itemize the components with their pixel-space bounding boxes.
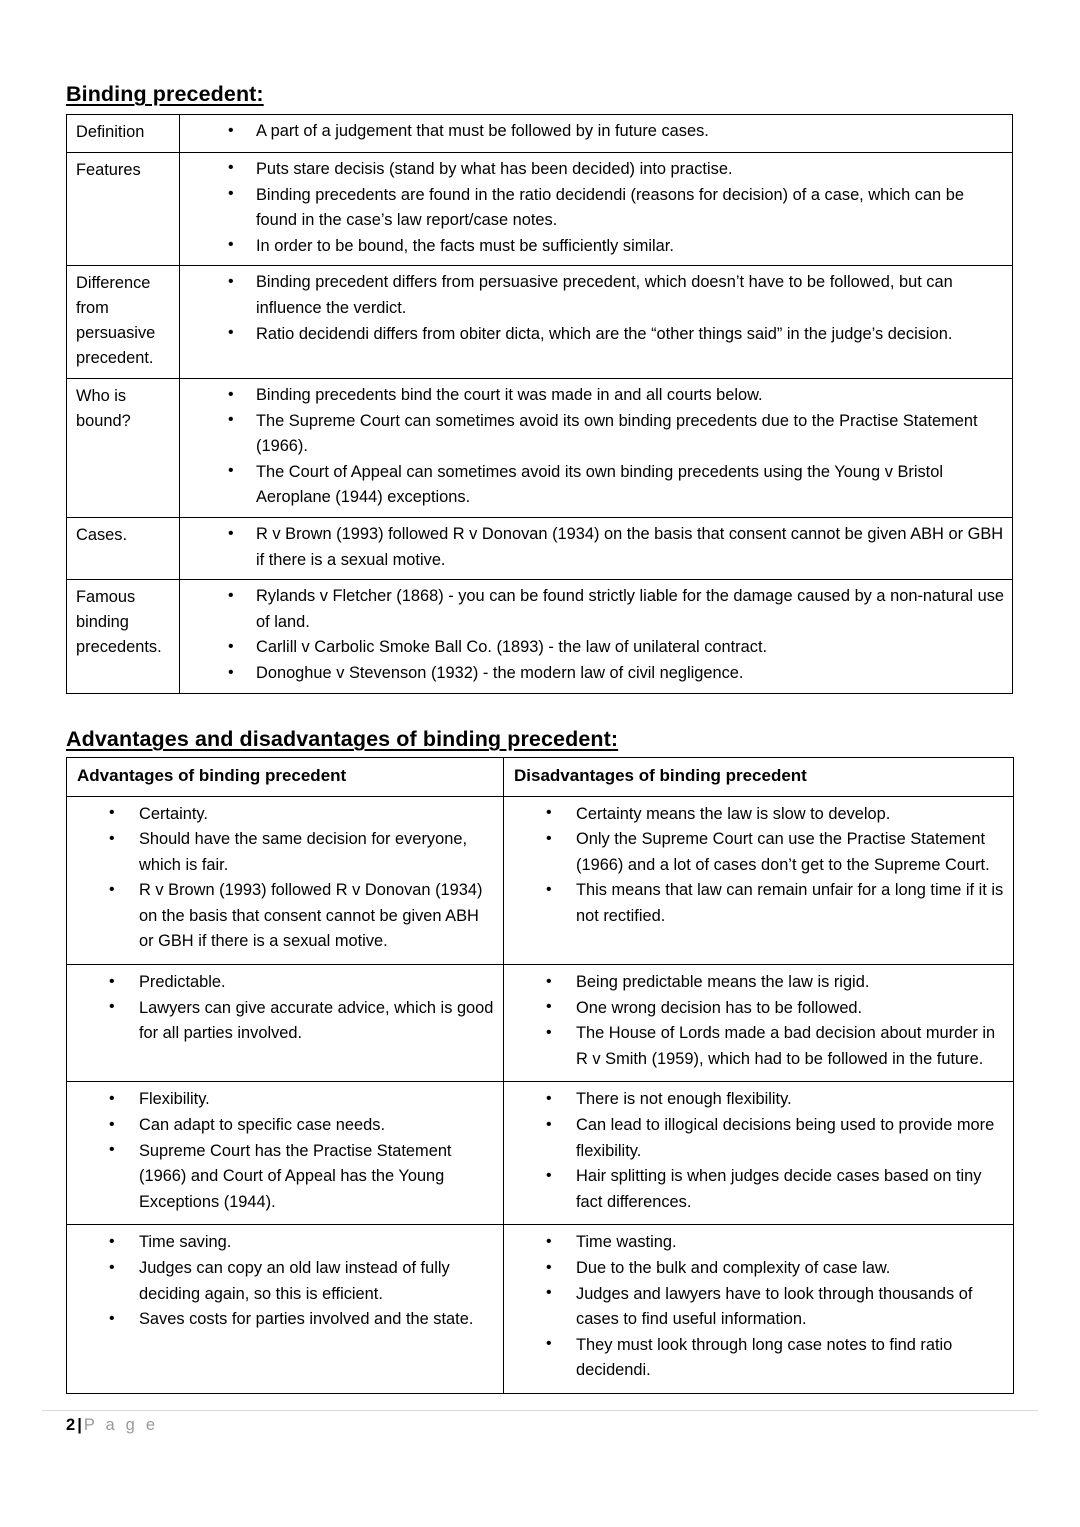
list-item: • The House of Lords made a bad decision about murder in R v Smith (1959), which had to be followed in the future.: [504, 1021, 1005, 1072]
bullet-list: [180, 270, 1004, 347]
list-item: • Can lead to illogical decisions being used to provide more flexibility.: [504, 1113, 1005, 1164]
advantages-cell: [67, 965, 504, 1082]
list-item: • The Supreme Court can sometimes avoid its own binding precedents due to the Practise Statement (1966).: [180, 409, 1004, 460]
list-item: • Being predictable means the law is rigid.: [504, 970, 1005, 996]
list-item: • Due to the bulk and complexity of case law.: [504, 1256, 1005, 1282]
list-item: • Flexibility.: [67, 1087, 495, 1113]
list-item: • Judges can copy an old law instead of fully deciding again, so this is efficient.: [67, 1256, 495, 1307]
bullet-list: [180, 383, 1004, 511]
disadvantages-cell: [504, 796, 1014, 965]
binding-precedent-table: [66, 114, 1013, 694]
row-content: [180, 152, 1013, 265]
bullet-list: [180, 522, 1004, 573]
row-content: [180, 266, 1013, 379]
bullet-list: [67, 802, 495, 956]
list-item: • Ratio decidendi differs from obiter dicta, which are the “other things said” in the judge’s decision.: [180, 322, 1004, 348]
table-row: [67, 518, 1013, 580]
list-item: • Saves costs for parties involved and the state.: [67, 1307, 495, 1333]
list-item: • Should have the same decision for everyone, which is fair.: [67, 827, 495, 878]
list-item: • Time wasting.: [504, 1230, 1005, 1256]
list-item: • The Court of Appeal can sometimes avoid its own binding precedents using the Young v Bristol Aeroplane (1944) exceptions.: [180, 460, 1004, 511]
list-item: • Judges and lawyers have to look through thousands of cases to find useful information.: [504, 1282, 1005, 1333]
row-content: [180, 379, 1013, 518]
list-item: • A part of a judgement that must be followed by in future cases.: [180, 119, 1004, 145]
list-item: • There is not enough flexibility.: [504, 1087, 1005, 1113]
row-label: Features: [67, 152, 180, 265]
footer-page-number: 2: [66, 1416, 76, 1434]
advantages-cell: [67, 1225, 504, 1394]
list-item: • One wrong decision has to be followed.: [504, 996, 1005, 1022]
list-item: • Time saving.: [67, 1230, 495, 1256]
row-label: Cases.: [67, 518, 180, 580]
list-item: • Lawyers can give accurate advice, which is good for all parties involved.: [67, 996, 495, 1047]
bullet-list: [67, 970, 495, 1047]
list-item: • Binding precedent differs from persuasive precedent, which doesn’t have to be followed, but can influence the verdict.: [180, 270, 1004, 321]
row-label: Difference from persuasive precedent.: [67, 266, 180, 379]
list-item: • Rylands v Fletcher (1868) - you can be found strictly liable for the damage caused by a non-natural use of land.: [180, 584, 1004, 635]
table-row: [67, 1225, 1014, 1394]
bullet-list: [67, 1230, 495, 1332]
table-row: [67, 115, 1013, 153]
bullet-list: [67, 1087, 495, 1215]
list-item: • R v Brown (1993) followed R v Donovan (1934) on the basis that consent cannot be given ABH or GBH if there is a sexual motive.: [180, 522, 1004, 573]
list-item: • Certainty.: [67, 802, 495, 828]
list-item: • This means that law can remain unfair for a long time if it is not rectified.: [504, 878, 1005, 929]
list-item: • Donoghue v Stevenson (1932) - the modern law of civil negligence.: [180, 661, 1004, 687]
advantages-disadvantages-table: [66, 757, 1014, 1394]
row-label: Famous binding precedents.: [67, 580, 180, 693]
list-item: • They must look through long case notes to find ratio decidendi.: [504, 1333, 1005, 1384]
list-item: • Only the Supreme Court can use the Practise Statement (1966) and a lot of cases don’t get to the Supreme Court.: [504, 827, 1005, 878]
row-label: Who is bound?: [67, 379, 180, 518]
disadvantages-cell: [504, 1082, 1014, 1225]
list-item: • R v Brown (1993) followed R v Donovan (1934) on the basis that consent cannot be given ABH or GBH if there is a sexual motive.: [67, 878, 495, 955]
page-title-binding-precedent: Binding precedent:: [66, 82, 264, 107]
bullet-list: [504, 970, 1005, 1072]
list-item: • Can adapt to specific case needs.: [67, 1113, 495, 1139]
list-item: • Carlill v Carbolic Smoke Ball Co. (1893) - the law of unilateral contract.: [180, 635, 1004, 661]
table-header-row: [67, 758, 1014, 797]
row-content: [180, 518, 1013, 580]
table-row: [67, 152, 1013, 265]
footer-page-label: P a g e: [83, 1416, 159, 1434]
footer-separator: |: [77, 1416, 82, 1434]
list-item: • Binding precedents bind the court it was made in and all courts below.: [180, 383, 1004, 409]
list-item: • Hair splitting is when judges decide cases based on tiny fact differences.: [504, 1164, 1005, 1215]
list-item: • Predictable.: [67, 970, 495, 996]
list-item: • Binding precedents are found in the ratio decidendi (reasons for decision) of a case, which can be found in the case’s law report/case notes.: [180, 183, 1004, 234]
bullet-list: [504, 1230, 1005, 1384]
list-item: • Certainty means the law is slow to develop.: [504, 802, 1005, 828]
advantages-disadvantages-table-body: [67, 796, 1014, 1393]
row-label: Definition: [67, 115, 180, 153]
list-item: • Supreme Court has the Practise Statement (1966) and Court of Appeal has the Young Exceptions (1944).: [67, 1139, 495, 1216]
column-header-advantages: Advantages of binding precedent: [67, 758, 504, 797]
disadvantages-cell: [504, 965, 1014, 1082]
table-row: [67, 379, 1013, 518]
row-content: [180, 580, 1013, 693]
table-row: [67, 796, 1014, 965]
bullet-list: [504, 1087, 1005, 1215]
row-content: [180, 115, 1013, 153]
bullet-list: [504, 802, 1005, 930]
bullet-list: [180, 119, 1004, 145]
list-item: • In order to be bound, the facts must be sufficiently similar.: [180, 234, 1004, 260]
footer-page-indicator: [66, 1416, 158, 1435]
bullet-list: [180, 584, 1004, 686]
advantages-cell: [67, 796, 504, 965]
list-item: • Puts stare decisis (stand by what has been decided) into practise.: [180, 157, 1004, 183]
binding-precedent-table-body: [67, 115, 1013, 694]
footer-divider: [42, 1410, 1038, 1411]
advantages-cell: [67, 1082, 504, 1225]
advantages-disadvantages-table-head: [67, 758, 1014, 797]
column-header-disadvantages: Disadvantages of binding precedent: [504, 758, 1014, 797]
table-row: [67, 266, 1013, 379]
page-title-advantages-disadvantages: Advantages and disadvantages of binding precedent:: [66, 727, 619, 752]
bullet-list: [180, 157, 1004, 259]
disadvantages-cell: [504, 1225, 1014, 1394]
table-row: [67, 965, 1014, 1082]
table-row: [67, 580, 1013, 693]
table-row: [67, 1082, 1014, 1225]
